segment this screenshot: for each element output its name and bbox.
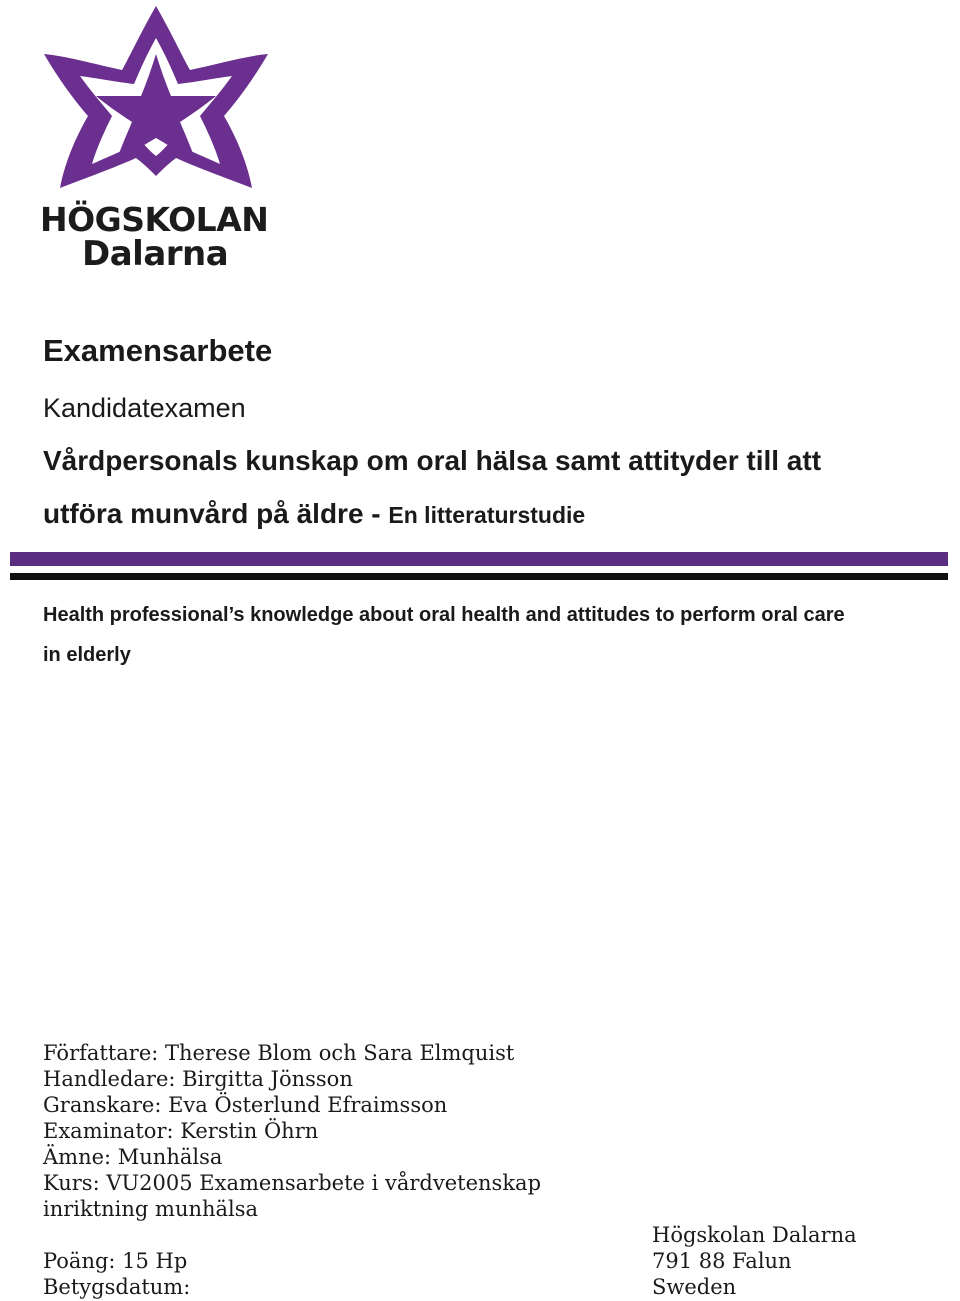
english-title-line1: Health professional’s knowledge about oral health and attitudes to perform oral care <box>43 604 845 626</box>
points-line: Poäng: 15 Hp <box>43 1249 188 1273</box>
address-country: Sweden <box>652 1275 737 1299</box>
degree-level: Kandidatexamen <box>43 393 246 423</box>
university-logo <box>40 4 272 274</box>
document-type: Examensarbete <box>43 333 273 368</box>
swedish-title-main: utföra munvård på äldre - <box>43 498 389 529</box>
course-line2: inriktning munhälsa <box>43 1197 259 1221</box>
author-line: Författare: Therese Blom och Sara Elmquist <box>43 1041 515 1065</box>
english-title-line2: in elderly <box>43 644 131 666</box>
purple-divider <box>10 552 948 566</box>
university-address <box>652 1222 857 1300</box>
spacer <box>43 1222 541 1248</box>
swedish-title-line2 <box>43 498 585 530</box>
black-divider <box>10 573 948 580</box>
star-icon <box>40 4 272 194</box>
logo-text-hogskolan: HÖGSKOLAN <box>40 200 269 239</box>
examiner-line: Examinator: Kerstin Öhrn <box>43 1119 319 1143</box>
swedish-title-line1: Vårdpersonals kunskap om oral hälsa samt attityder till att <box>43 445 822 476</box>
reviewer-line: Granskare: Eva Österlund Efraimsson <box>43 1093 448 1117</box>
course-line1: Kurs: VU2005 Examensarbete i vårdvetenskap <box>43 1171 542 1195</box>
logo-text-dalarna: Dalarna <box>82 234 229 274</box>
supervisor-line: Handledare: Birgitta Jönsson <box>43 1067 353 1091</box>
address-name: Högskolan Dalarna <box>652 1223 857 1247</box>
address-postal: 791 88 Falun <box>652 1249 792 1273</box>
swedish-title-subtitle: En litteraturstudie <box>388 502 586 528</box>
grade-date-line: Betygsdatum: <box>43 1275 191 1299</box>
thesis-metadata <box>43 1040 541 1300</box>
subject-line: Ämne: Munhälsa <box>43 1145 223 1169</box>
